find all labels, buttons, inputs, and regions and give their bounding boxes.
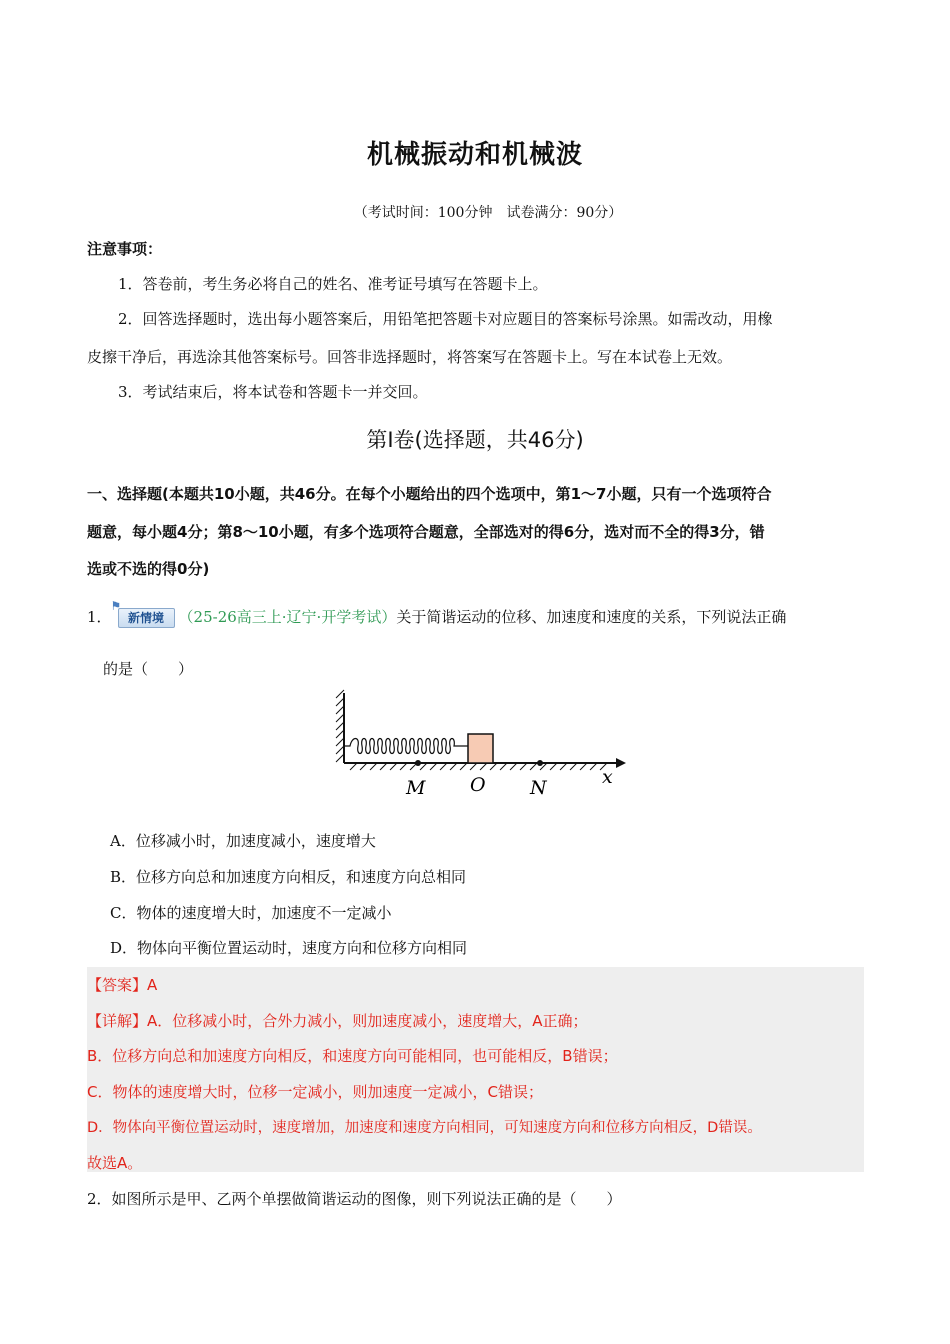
part-heading-line-3: 选或不选的得0分)	[87, 560, 210, 578]
notice-item-3: 3．考试结束后，将本试卷和答题卡一并交回。	[118, 383, 428, 401]
option-a: A．位移减小时，加速度减小，速度增大	[110, 832, 376, 850]
label-x: x	[602, 766, 613, 788]
answer-label: 【答案】	[87, 976, 148, 994]
section-title: 第Ⅰ卷(选择题，共46分)	[366, 428, 584, 452]
option-c: C．物体的速度增大时，加速度不一定减小	[110, 904, 392, 922]
option-d: D．物体向平衡位置运动时，速度方向和位移方向相同	[110, 939, 468, 957]
answer-line	[87, 974, 157, 995]
answer-box	[87, 967, 864, 1172]
page-title: 机械振动和机械波	[366, 140, 583, 170]
question-1-stem-cont: 的是（ ）	[103, 660, 194, 678]
detail-line-1: 【详解】A．位移减小时，合外力减小，则加速度减小，速度增大，A正确；	[87, 1012, 588, 1030]
detail-line-4: D．物体向平衡位置运动时，速度增加，加速度和速度方向相同，可知速度方向和位移方向相反，D错误。	[87, 1120, 762, 1136]
detail-conclusion: 故选A。	[87, 1154, 143, 1172]
exam-info: （考试时间：100分钟 试卷满分：90分）	[353, 205, 623, 221]
notice-item-1: 1．答卷前，考生务必将自己的姓名、准考证号填写在答题卡上。	[118, 275, 548, 293]
label-n: N	[530, 777, 547, 799]
spring-icon	[344, 739, 468, 754]
part-heading-line-2: 题意，每小题4分；第8～10小题，有多个选项符合题意，全部选对的得6分，选对而不全的得3分，错	[87, 523, 765, 541]
flag-icon: ⚑	[110, 599, 122, 613]
part-heading-line-1: 一、选择题(本题共10小题，共46分。在每个小题给出的四个选项中，第1～7小题，只有一个选项符合	[87, 485, 772, 503]
notice-item-2: 2．回答选择题时，选出每小题答案后，用铅笔把答题卡对应题目的答案标号涂黑。如需改动，用橡	[118, 310, 773, 328]
label-m: M	[406, 777, 426, 799]
label-o: O	[470, 774, 486, 796]
question-text: 关于简谐运动的位移、加速度和速度的关系，下列说法正确	[396, 608, 787, 626]
option-b: B．位移方向总和加速度方向相反，和速度方向总相同	[110, 868, 467, 886]
question-source: （25-26高三上·辽宁·开学考试）	[178, 608, 397, 626]
new-context-badge: ⚑ 新情境	[118, 608, 175, 628]
detail-label: 【详解】	[87, 1012, 148, 1030]
question-2-stem: 2．如图所示是甲、乙两个单摆做简谐运动的图像，则下列说法正确的是（ ）	[87, 1190, 622, 1208]
answer-value: A	[147, 976, 158, 994]
notice-item-2-cont: 皮擦干净后，再选涂其他答案标号。回答非选择题时，将答案写在答题卡上。写在本试卷上无效。	[87, 348, 733, 366]
detail-line-2: B．位移方向总和加速度方向相反，和速度方向可能相同，也可能相反，B错误；	[87, 1047, 618, 1065]
question-1-stem	[87, 599, 787, 628]
notice-heading: 注意事项：	[87, 240, 163, 258]
block-icon	[468, 734, 493, 763]
detail-line-3: C．物体的速度增大时，位移一定减小，则加速度一定减小，C错误；	[87, 1083, 543, 1101]
question-number: 1．	[87, 608, 112, 626]
spring-oscillator-figure	[330, 688, 630, 803]
